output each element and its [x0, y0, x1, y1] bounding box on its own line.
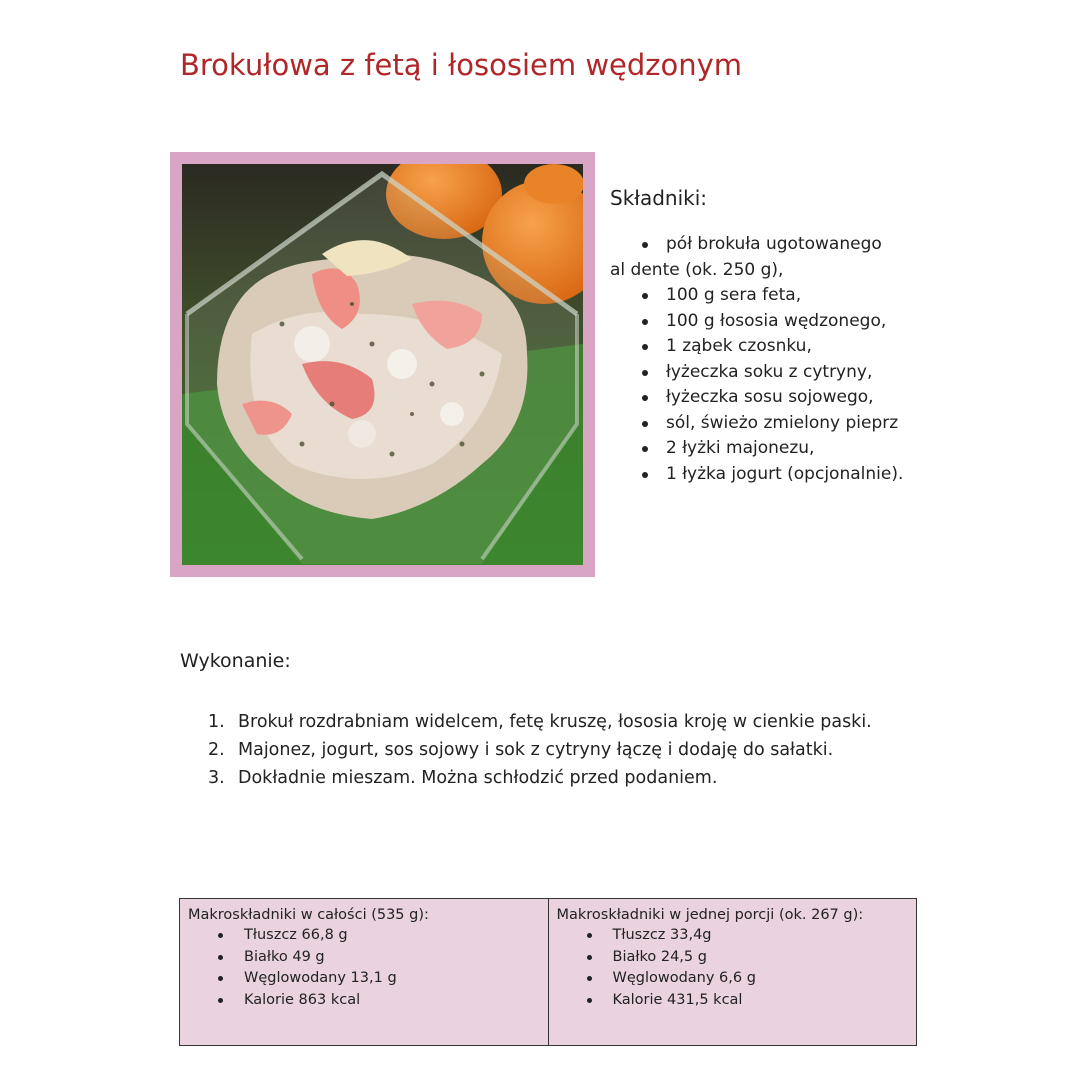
recipe-photo: [170, 152, 595, 577]
list-item: sól, świeżo zmielony pieprz: [610, 411, 970, 437]
macros-total-list: [188, 925, 540, 1011]
method-steps: [180, 708, 1000, 792]
step-text: Majonez, jogurt, sos sojowy i sok z cytryny łączę i dodaję do sałatki.: [238, 740, 834, 760]
list-item: 1 łyżka jogurt (opcjonalnie).: [610, 462, 970, 488]
list-item: Białko 49 g: [188, 947, 540, 969]
list-item: [180, 764, 1000, 792]
list-item: Węglowodany 6,6 g: [557, 968, 909, 990]
macros-portion-list: [557, 925, 909, 1011]
step-number: 3.: [208, 768, 225, 788]
list-item: Tłuszcz 33,4g: [557, 925, 909, 947]
step-number: 1.: [208, 712, 225, 732]
ingredients-heading: Składniki:: [610, 186, 708, 210]
list-item: łyżeczka sosu sojowego,: [610, 385, 970, 411]
macros-total-title: Makroskładniki w całości (535 g):: [188, 907, 429, 923]
salad-bowl-photo: [182, 164, 583, 565]
list-item: Tłuszcz 66,8 g: [188, 925, 540, 947]
step-text: Dokładnie mieszam. Można schłodzić przed podaniem.: [238, 768, 718, 788]
list-item: [180, 736, 1000, 764]
list-item: 2 łyżki majonezu,: [610, 436, 970, 462]
list-item: Węglowodany 13,1 g: [188, 968, 540, 990]
method-heading: Wykonanie:: [180, 650, 291, 672]
ingredients-list: [610, 232, 970, 487]
recipe-title: Brokułowa z fetą i łososiem wędzonym: [180, 48, 743, 82]
macros-portion-cell: [548, 899, 917, 1045]
list-item: Kalorie 431,5 kcal: [557, 990, 909, 1012]
list-item: Kalorie 863 kcal: [188, 990, 540, 1012]
list-item: pół brokuła ugotowanego: [610, 232, 970, 258]
list-item: łyżeczka soku z cytryny,: [610, 360, 970, 386]
list-item: Białko 24,5 g: [557, 947, 909, 969]
macros-table: [179, 898, 917, 1046]
list-item: 100 g sera feta,: [610, 283, 970, 309]
list-item: [180, 708, 1000, 736]
step-text: Brokuł rozdrabniam widelcem, fetę kruszę, łososia kroję w cienkie paski.: [238, 712, 872, 732]
macros-total-cell: [180, 899, 548, 1045]
step-number: 2.: [208, 740, 225, 760]
list-item: 100 g łososia wędzonego,: [610, 309, 970, 335]
list-item: 1 ząbek czosnku,: [610, 334, 970, 360]
list-item-continuation: al dente (ok. 250 g),: [610, 259, 784, 280]
macros-portion-title: Makroskładniki w jednej porcji (ok. 267 g):: [556, 907, 864, 923]
